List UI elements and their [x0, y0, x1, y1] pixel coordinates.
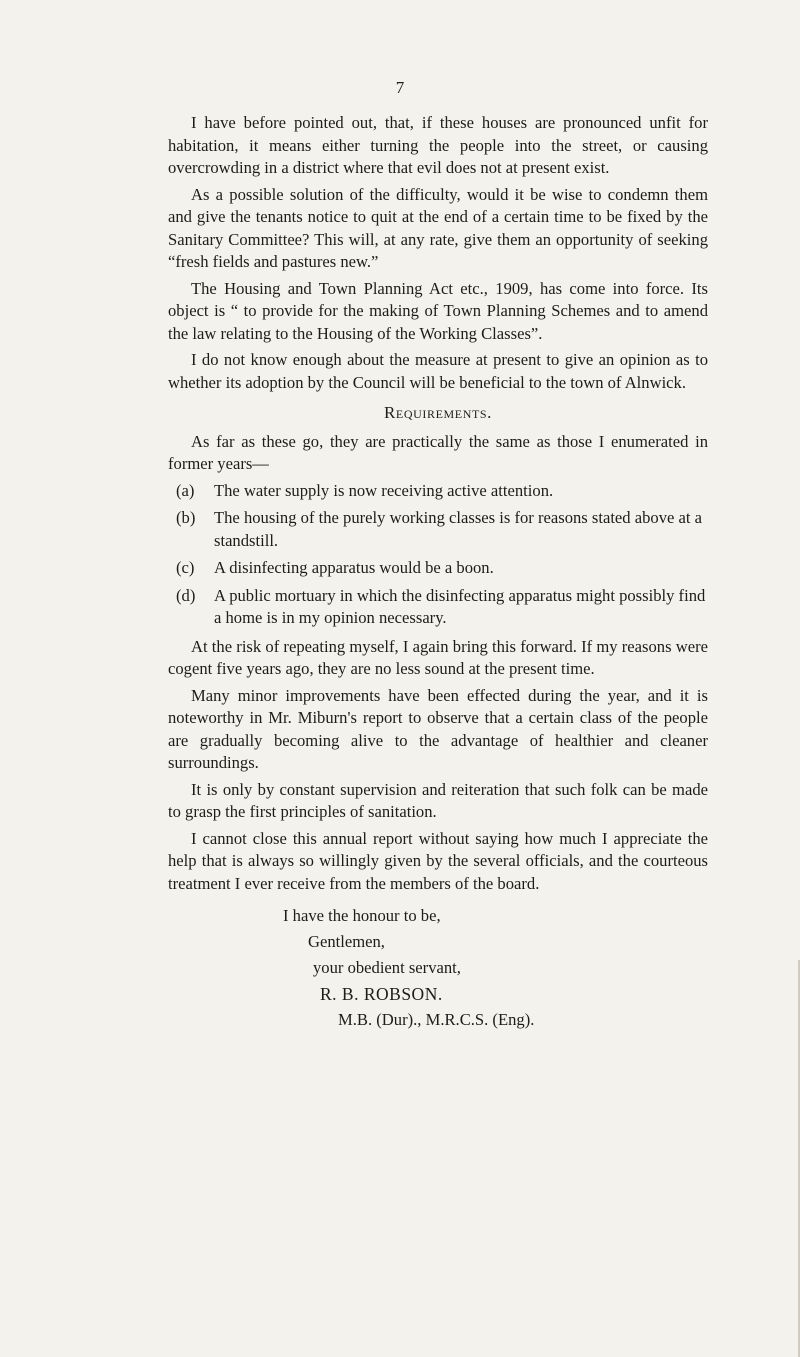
list-item-text: A disinfecting apparatus would be a boon. — [214, 558, 494, 577]
list-item — [168, 507, 708, 552]
salutation: Gentlemen, — [308, 932, 385, 951]
list-marker: (d) — [176, 585, 196, 605]
page-number: 7 — [395, 78, 405, 97]
list-marker: (c) — [176, 558, 195, 577]
paragraph: The Housing and Town Planning Act etc., 1909, has come into force. Its object is “ to provide for the making of Town Planning Schemes and to amend the law relating to the Housing of the Working Classes”. — [168, 278, 708, 343]
list-item — [168, 480, 708, 503]
paragraph: At the risk of repeating myself, I again bring this forward. If my reasons were cogent five years ago, they are no less sound at the present time. — [168, 636, 708, 678]
section-heading: Requirements. — [383, 403, 493, 422]
paragraph: I cannot close this annual report without saying how much I appreciate the help that is always so willingly given by the several officials, and the courteous treatment I ever receive from the members of the board. — [168, 828, 708, 893]
list-item — [168, 557, 708, 580]
requirements-list — [168, 480, 708, 630]
paragraph: As far as these go, they are practically the same as those I enumerated in former years— — [168, 431, 708, 473]
signoff-line: I have the honour to be, — [283, 906, 441, 925]
paragraph: Many minor improvements have been effected during the year, and it is noteworthy in Mr. Miburn's report to observe that a certain class of the people are gradually becoming alive to the advantage of healthier and cleaner surroundings. — [168, 685, 708, 772]
list-marker: (b) — [176, 508, 196, 527]
signoff-block — [168, 903, 708, 1033]
list-item — [168, 585, 708, 630]
list-item-text: The water supply is now receiving active attention. — [214, 480, 554, 500]
letter-body — [168, 112, 708, 1033]
list-item-text: A public mortuary in which the disinfecting apparatus might possibly find a home is in my opinion necessary. — [214, 585, 706, 627]
paragraph: I do not know enough about the measure at present to give an opinion as to whether its adoption by the Council will be beneficial to the town of Alnwick. — [168, 350, 708, 392]
list-item-text: The housing of the purely working classes is for reasons stated above at a standstill. — [214, 508, 703, 550]
signature-credentials: M.B. (Dur)., M.R.C.S. (Eng). — [338, 1010, 535, 1029]
signoff-line: your obedient servant, — [313, 958, 461, 977]
signature-name: R. B. ROBSON. — [320, 984, 443, 1004]
list-marker: (a) — [176, 480, 195, 500]
paragraph: It is only by constant supervision and reiteration that such folk can be made to grasp the first principles of sanitation. — [168, 779, 708, 821]
paragraph: As a possible solution of the difficulty, would it be wise to condemn them and give the tenants notice to quit at the end of a certain time to be fixed by the Sanitary Committee? This will, at any rate, give them an opportunity of seeking “fresh fields and pastures new.” — [168, 184, 708, 271]
paragraph: I have before pointed out, that, if these houses are pronounced unfit for habitation, it means either turning the people into the street, or causing overcrowding in a district where that evil does not at present exist. — [168, 113, 708, 177]
